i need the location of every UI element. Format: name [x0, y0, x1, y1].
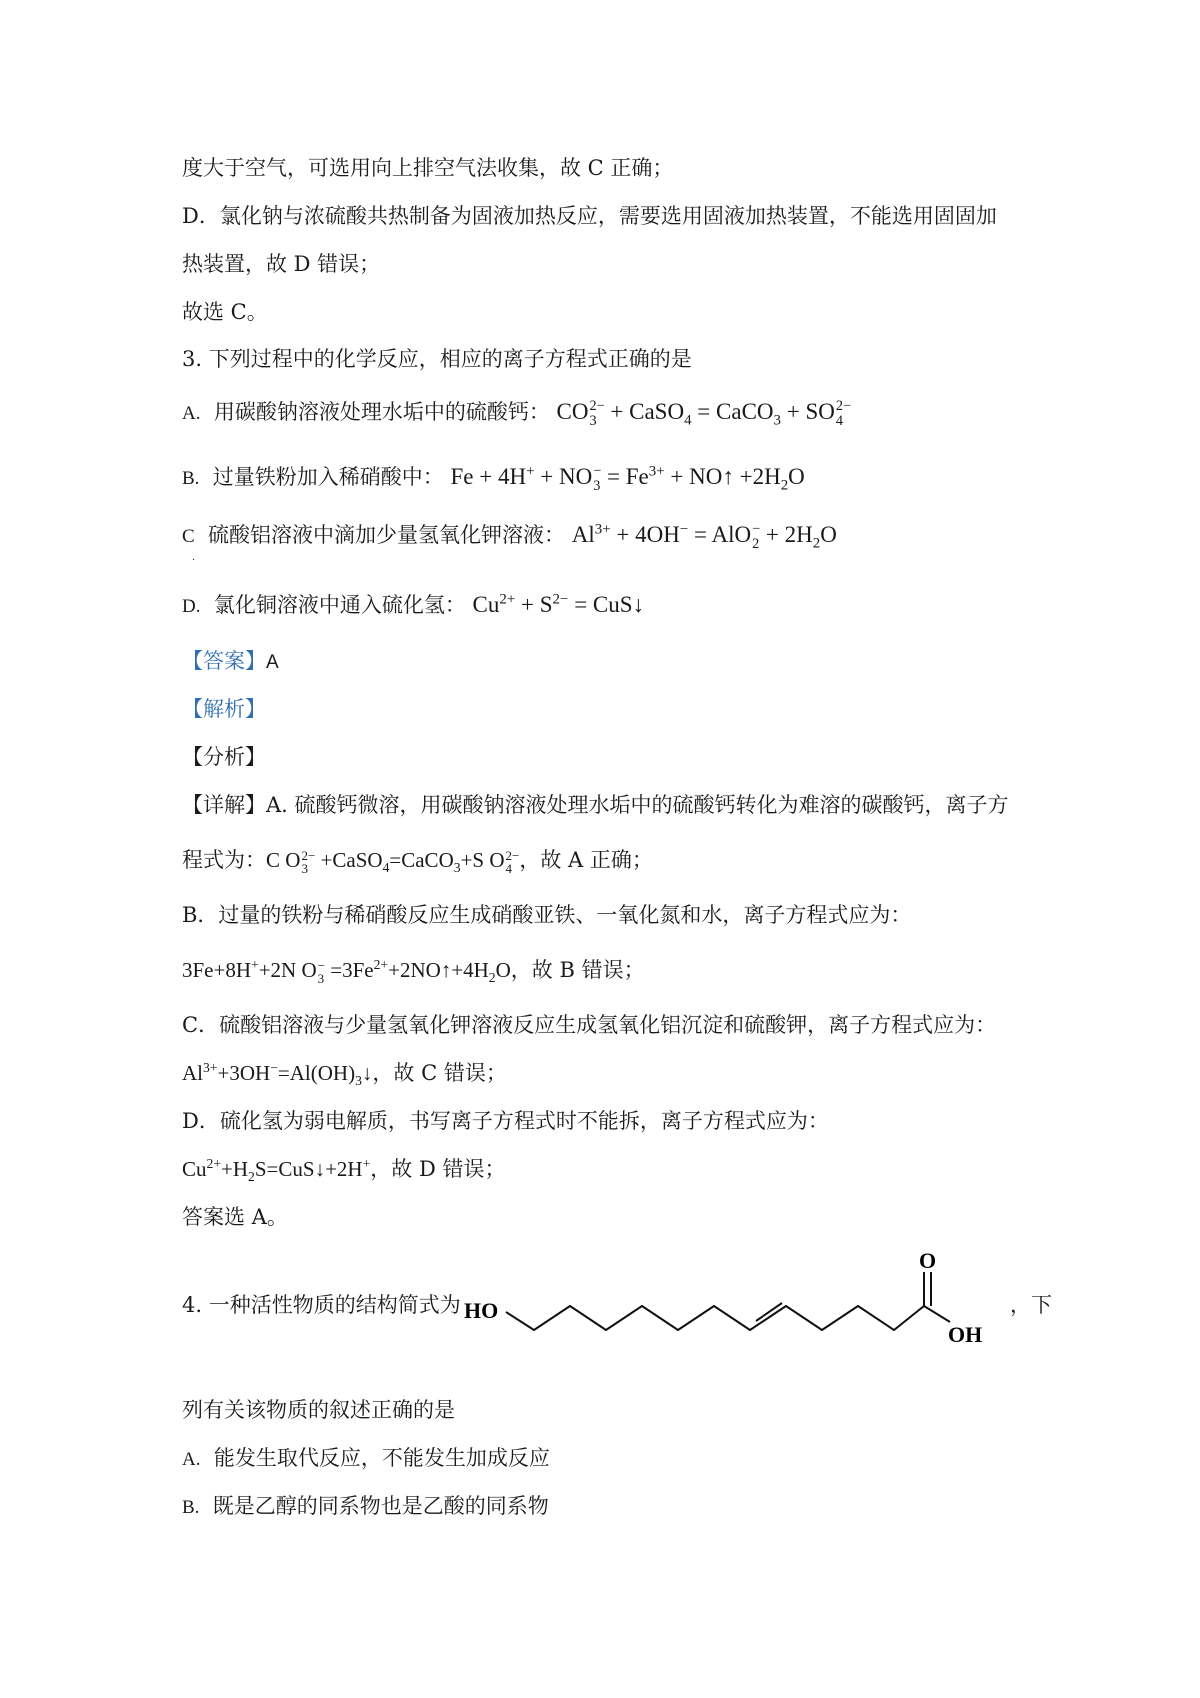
detail-text: ，故 C 错误； [372, 1061, 507, 1085]
detail-text: ，故 B 错误； [510, 958, 645, 982]
equation: $Cu^{2+} + S^{2-}$ = CuS↓ [472, 591, 645, 617]
question-4-stem-suffix: ，下 [1010, 1293, 1052, 1317]
detail-c-line2 [182, 1058, 507, 1088]
detail-text: 程式为： [182, 848, 266, 872]
option-label: A. [182, 1449, 201, 1470]
answer-label: 【答案】 [182, 649, 266, 673]
option-text: 用碳酸钠溶液处理水垢中的硫酸钙： [213, 400, 550, 424]
question-4-stem-line2: 列有关该物质的叙述正确的是 [182, 1398, 455, 1422]
question-4-option-a [182, 1443, 550, 1475]
equation: 3Fe+8H++2N O − 3 $=3Fe^{2+}+2NO↑+4H_2O$ [182, 957, 511, 987]
answer-line [182, 646, 279, 678]
question-3-stem: 3. 下列过程中的化学反应，相应的离子方程式正确的是 [182, 347, 692, 371]
text-line: 热装置，故 D 错误； [182, 252, 381, 276]
text-line: 度大于空气，可选用向上排空气法收集，故 C 正确； [182, 156, 674, 180]
equation: $Cu^{2+}+H_2S=CuS↓+2H^+$ [182, 1156, 371, 1185]
carbon-chain [506, 1306, 924, 1330]
question-3-option-d [182, 590, 644, 622]
fenxi-label: 【分析】 [182, 745, 266, 769]
equation: Fe + 4H+ + NO − 3 = $Fe^{3+}$ + NO↑ $+2H_2O$ [450, 462, 805, 494]
answer-value: A [266, 652, 279, 673]
detail-d-line2 [182, 1154, 505, 1184]
option-label: B. [182, 468, 200, 489]
ho-label: HO [464, 1298, 499, 1323]
equation: $Al^{3+}+3OH^-=Al(OH)_3↓$ [182, 1060, 373, 1089]
detail-text: ，故 A 正确； [519, 848, 653, 872]
option-text: 硫酸铝溶液中滴加少量氢氧化钾溶液： [208, 523, 566, 547]
equation: $Al^{3+} + 4OH^-$ = AlO − 2 + $2H_2O$ [571, 520, 837, 552]
stray-dot: · [192, 555, 196, 566]
detail-c-line1: C．硫酸铝溶液与少量氢氧化钾溶液反应生成氢氧化铝沉淀和硫酸钾，离子方程式应为： [182, 1013, 997, 1037]
option-label: A. [182, 403, 201, 424]
question-4-stem: 4. 一种活性物质的结构简式为 [182, 1293, 461, 1317]
option-text: 能发生取代反应，不能发生加成反应 [213, 1446, 550, 1470]
structural-formula-image [462, 1248, 1002, 1373]
detail-text: A. 硫酸钙微溶，用碳酸钠溶液处理水垢中的硫酸钙转化为难溶的碳酸钙，离子方 [266, 793, 1009, 817]
analysis-label-text: 【解析】 [182, 697, 266, 721]
question-4-option-b [182, 1491, 549, 1523]
detail-text: ，故 D 错误； [370, 1157, 506, 1181]
detail-a-line2 [182, 845, 653, 876]
detail-b-line1: B．过量的铁粉与稀硝酸反应生成硝酸亚铁、一氧化氮和水，离子方程式应为： [182, 903, 912, 927]
detail-d-line1: D．硫化氢为弱电解质，书写离子方程式时不能拆，离子方程式应为： [182, 1109, 829, 1133]
option-text: 过量铁粉加入稀硝酸中： [212, 465, 444, 489]
text-line: D．氯化钠与浓硫酸共热制备为固液加热反应，需要选用固液加热装置，不能选用固固加 [182, 204, 997, 228]
option-text: 氯化铜溶液中通入硫化氢： [213, 593, 466, 617]
question-3-option-c [182, 520, 837, 552]
analysis-label [182, 694, 266, 724]
hydroxyl-label: OH [948, 1322, 983, 1347]
conclusion: 答案选 A。 [182, 1205, 288, 1229]
detail-a-line1 [182, 790, 1009, 820]
detail-b-line2 [182, 955, 645, 986]
detail-label: 【详解】 [182, 793, 266, 817]
equation: C O 2− 3 +CaSO$_4$=CaCO$_3$+S O 2− 4 [266, 847, 520, 877]
option-label: D. [182, 596, 201, 617]
equation: CO 2− 3 + CaSO$_4$ = CaCO$_3$ + SO 2− 4 [556, 397, 852, 429]
hydroxyl-bond [924, 1306, 950, 1322]
option-label: C [182, 526, 195, 547]
carbonyl-oxygen-label: O [919, 1248, 937, 1273]
text-line: 故选 C。 [182, 300, 268, 324]
question-3-option-b [182, 462, 805, 494]
option-label: B. [182, 1497, 200, 1518]
option-text: 既是乙醇的同系物也是乙酸的同系物 [212, 1494, 549, 1518]
question-3-option-a [182, 397, 851, 429]
